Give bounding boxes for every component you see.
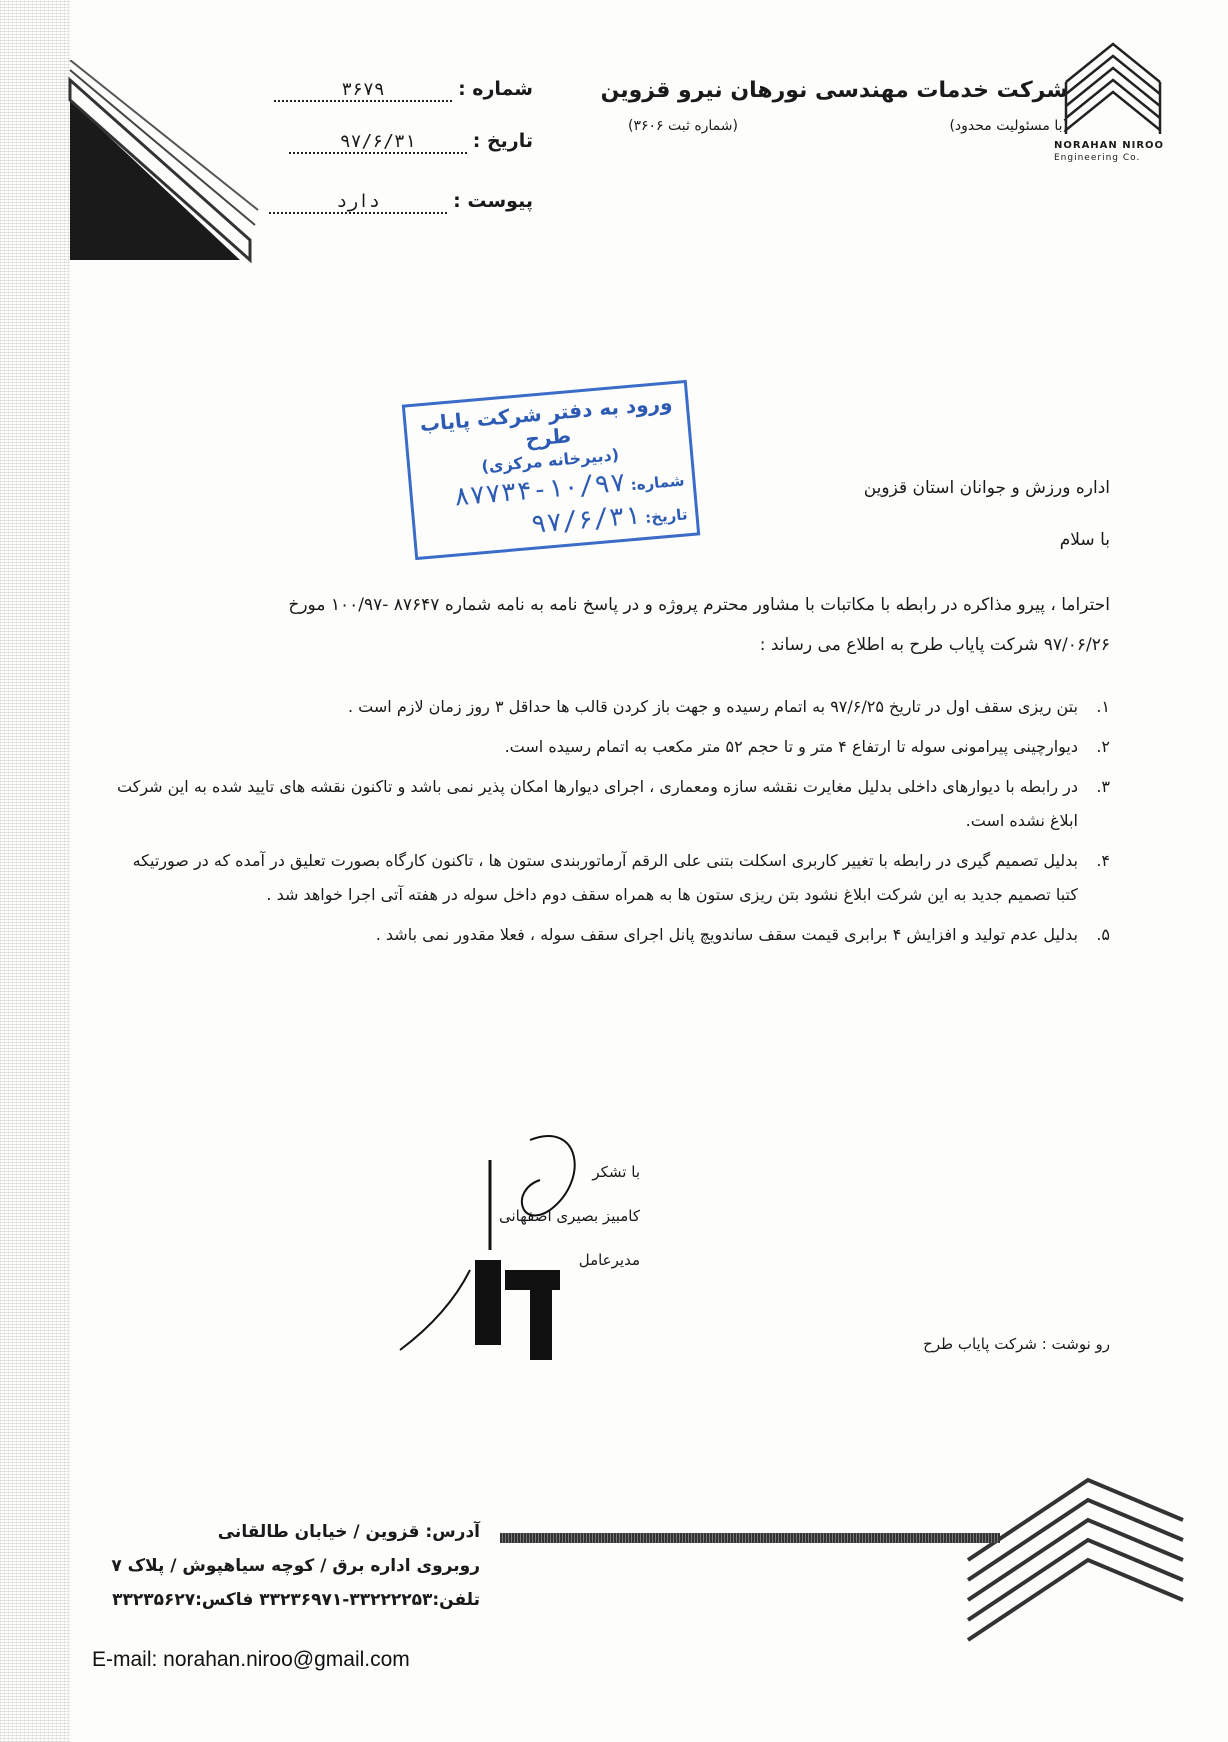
footer-logo-graphic — [958, 1440, 1188, 1670]
company-logo — [1058, 22, 1168, 140]
attachment-label: پیوست : — [453, 190, 533, 212]
address-line-1: آدرس: قزوین / خیابان طالقانی — [217, 1522, 480, 1542]
signature-name: کامبیز بصیری اصفهانی — [499, 1207, 640, 1225]
date-value: ۹۷/۶/۳۱ — [289, 131, 467, 154]
addressee: اداره ورزش و جوانان استان قزوین — [863, 478, 1110, 498]
phone-line: تلفن:۳۳۲۲۲۲۵۳-۳۳۲۳۶۹۷۱ فاکس:۳۳۲۳۵۶۲۷ — [112, 1590, 480, 1610]
company-subtitle — [628, 118, 1068, 134]
list-item — [110, 770, 1110, 838]
list-item — [110, 730, 1110, 764]
stamp-title: ورود به دفتر شرکت پایاب طرح — [418, 390, 674, 452]
cc-note: رو نوشت : شرکت پایاب طرح — [923, 1335, 1110, 1353]
footer-address — [90, 1515, 480, 1617]
signature-title: مدیرعامل — [578, 1251, 640, 1269]
stamp-date-label: تاریخ: — [644, 505, 689, 527]
item-text: در رابطه با دیوارهای داخلی بدلیل مغایرت نقشه سازه ومعماری ، اجرای دیوارها امکان پذیر نمی باشد و تاکنون نقشه های تایید شده به این شرکت ابلاغ نشده است. — [117, 777, 1078, 830]
footer-email: E-mail: norahan.niroo@gmail.com — [92, 1648, 410, 1671]
list-item — [110, 844, 1110, 912]
item-text: بدلیل تصمیم گیری در رابطه با تغییر کاربری اسکلت بتنی علی الرقم آرماتوربندی ستون ها ، تاکنون کارگاه بصورت تعلیق در آمده که در صورتیکه کتبا تصمیم جدید به این شرکت ابلاغ نشود بتن ریزی ستون ها به همراه سقف دوم داخل سوله در هفته آتی اجرا خواهد شد . — [132, 851, 1078, 904]
stamp-number-value: ۱۰/۹۷-۸۷۷۳۴ — [452, 467, 627, 513]
item-number: ۲. — [1096, 737, 1110, 756]
address-line-2: روبروی اداره برق / کوچه سیاهپوش / پلاک ۷ — [111, 1556, 480, 1576]
registration-note: (شماره ثبت ۳۶۰۶) — [628, 118, 738, 134]
logo-caption-line2: Engineering Co. — [1054, 153, 1141, 163]
footer-divider — [500, 1533, 1000, 1543]
attachment-value: دارد — [269, 191, 447, 214]
item-number: ۵. — [1096, 925, 1110, 944]
handwritten-signature — [380, 1120, 620, 1380]
list-item — [110, 918, 1110, 952]
stamp-number-label: شماره: — [629, 471, 686, 495]
stamp-date-value: ۹۷/۶/۳۱ — [529, 500, 642, 540]
numbered-items — [110, 690, 1110, 958]
item-text: دیوارچینی پیرامونی سوله تا ارتفاع ۴ متر و تا حجم ۵۲ متر مکعب به اتمام رسیده است. — [504, 737, 1078, 756]
logo-caption-line1: NORAHAN NIROO — [1054, 140, 1165, 151]
intro-line-2: ۹۷/۰۶/۲۶ شرکت پایاب طرح به اطلاع می رساند : — [759, 635, 1110, 655]
letter-date-row — [289, 130, 533, 154]
liability-note: (با مسئولیت محدود) — [949, 118, 1068, 134]
number-label: شماره : — [458, 78, 533, 100]
letter-number-row — [274, 78, 533, 102]
intro-line-1: احتراما ، پیرو مذاکره در رابطه با مکاتبات با مشاور محترم پروژه و در پاسخ نامه به نامه شماره ۸۷۶۴۷ -۱۰۰/۹۷ مورخ — [288, 595, 1110, 615]
company-name: شرکت خدمات مهندسی نورهان نیرو قزوین — [600, 78, 1068, 103]
item-text: بدلیل عدم تولید و افزایش ۴ برابری قیمت سقف ساندویچ پانل اجرای سقف سوله ، فعلا مقدور نمی باشد . — [375, 925, 1078, 944]
list-item — [110, 690, 1110, 724]
item-number: ۴. — [1096, 851, 1110, 870]
item-number: ۱. — [1096, 697, 1110, 716]
attachment-row — [269, 190, 533, 214]
signature-thanks: با تشکر — [592, 1163, 640, 1181]
date-label: تاریخ : — [472, 130, 533, 152]
logo-caption — [1054, 140, 1172, 164]
item-text: بتن ریزی سقف اول در تاریخ ۹۷/۶/۲۵ به اتمام رسیده و جهت باز کردن قالب ها حداقل ۳ روز زمان لازم است . — [348, 697, 1078, 716]
number-value: ۳۶۷۹ — [274, 79, 452, 102]
decorative-triangle — [40, 60, 260, 270]
stamp-subtitle: (دبیرخانه مرکزی) — [480, 445, 620, 477]
greeting: با سلام — [1059, 530, 1110, 550]
item-number: ۳. — [1096, 777, 1110, 796]
receipt-stamp — [402, 380, 701, 560]
